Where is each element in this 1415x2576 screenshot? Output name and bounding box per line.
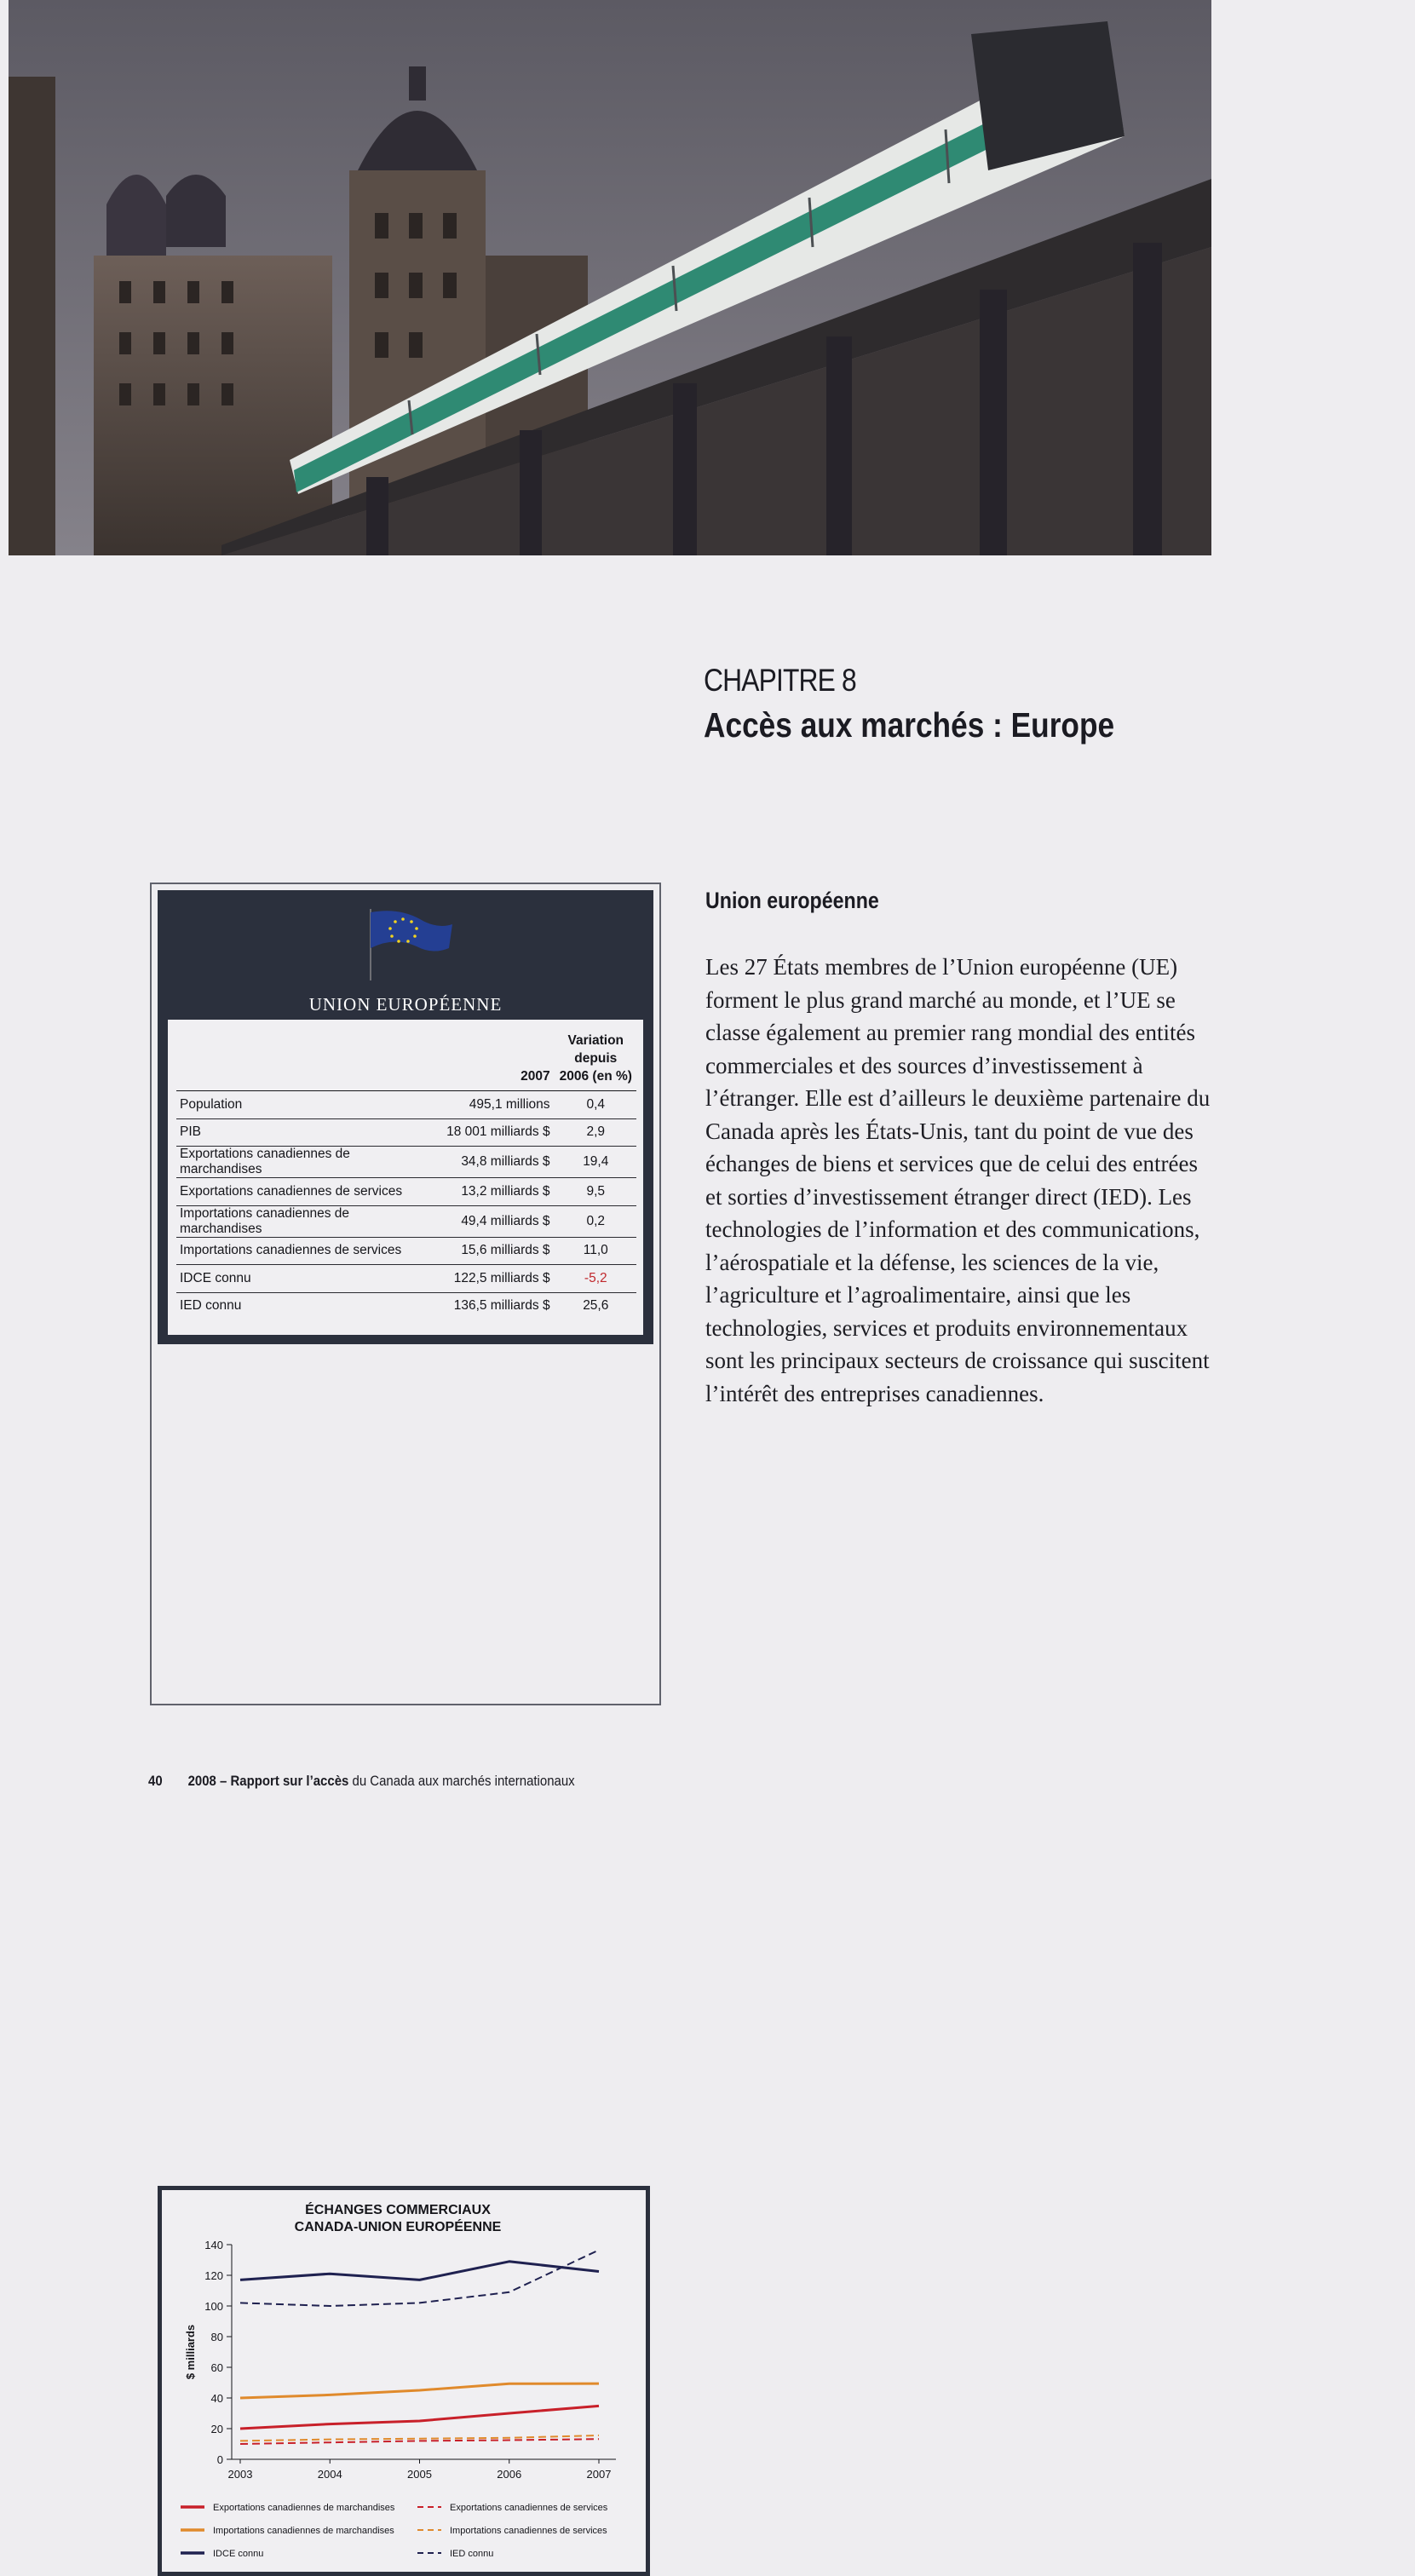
- chart-legend-label: Exportations canadiennes de services: [450, 2503, 608, 2513]
- chart-x-tick-label: 2005: [407, 2468, 432, 2481]
- stats-row-label: Exportations canadiennes de marchandises: [176, 1147, 426, 1178]
- chart-x-tick-label: 2006: [497, 2468, 522, 2481]
- chart-y-tick-label: 20: [210, 2423, 223, 2435]
- stats-row-change: 2,9: [555, 1118, 636, 1147]
- chart-legend-label: IED connu: [450, 2549, 494, 2559]
- stats-row-change: 25,6: [555, 1292, 636, 1320]
- stats-row-change: 19,4: [555, 1147, 636, 1178]
- stats-row-label: Exportations canadiennes de services: [176, 1178, 426, 1206]
- eu-stats-panel: [158, 890, 653, 1344]
- stats-row-change: 11,0: [555, 1237, 636, 1265]
- chart-series-line: [240, 2262, 599, 2280]
- sidebar-title: UNION EUROPÉENNE: [308, 994, 503, 1015]
- eu-flag-icon: [360, 906, 463, 982]
- stats-header-label: [176, 1032, 426, 1091]
- chapter-title: Accès aux marchés : Europe: [704, 705, 1115, 745]
- chart-y-axis-label: $ milliards: [184, 2324, 197, 2380]
- chart-legend-label: IDCE connu: [213, 2549, 264, 2559]
- chart-y-tick-label: 0: [216, 2453, 223, 2466]
- stats-header-variation-line1: Variation depuis: [567, 1033, 624, 1066]
- stats-row-label: Importations canadiennes de services: [176, 1237, 426, 1265]
- stats-row-change: 0,4: [555, 1091, 636, 1119]
- stats-row-value: 15,6 milliards $: [426, 1237, 555, 1265]
- section-heading: Union européenne: [705, 888, 879, 913]
- stats-row-value: 136,5 milliards $: [426, 1292, 555, 1320]
- stats-header-2007: 2007: [521, 1069, 550, 1084]
- stats-row-label: Population: [176, 1091, 426, 1119]
- chart-y-tick-label: 140: [204, 2239, 223, 2251]
- chart-legend-label: Importations canadiennes de services: [450, 2526, 607, 2536]
- photo-metro-paris: [9, 0, 1211, 555]
- table-row: [176, 1118, 636, 1147]
- chart-legend-label: Exportations canadiennes de marchandises: [213, 2503, 395, 2513]
- table-row: [176, 1237, 636, 1265]
- stats-row-value: 122,5 milliards $: [426, 1265, 555, 1293]
- table-row: [176, 1205, 636, 1237]
- chart-title-line1: ÉCHANGES COMMERCIAUX: [305, 2203, 491, 2217]
- table-row: [176, 1178, 636, 1206]
- page-number: 40: [148, 1773, 163, 1789]
- chapter-label: CHAPITRE 8: [704, 663, 856, 698]
- chart-y-tick-label: 100: [204, 2300, 223, 2313]
- body-paragraph: Les 27 États membres de l’Union européenne (UE) forment le plus grand marché au monde, et l’UE se classe également au premier rang mondial des entités commerciales et des sources d’investissement à l’étranger. Elle est d’ailleurs le deuxième partenaire du Canada après les États-Unis, tant du point de vue des échanges de biens et services que de celui des entrées et sorties d’investissement étranger direct (IED). Les technologies de l’information et des communications, l’aérospatiale et la défense, les sciences de la vie, l’agriculture et l’agroalimentaire, ainsi que les technologies, services et produits environnementaux sont les principaux secteurs de croissance qui suscitent l’intérêt des entreprises canadiennes.: [705, 954, 1211, 1406]
- stats-row-value: 13,2 milliards $: [426, 1178, 555, 1206]
- footer-report-subtitle: du Canada aux marchés internationaux: [348, 1773, 575, 1789]
- table-row: [176, 1091, 636, 1119]
- stats-row-label: PIB: [176, 1118, 426, 1147]
- chart-y-tick-label: 60: [210, 2361, 223, 2374]
- chart-series-line: [240, 2383, 599, 2398]
- chart-x-tick-label: 2003: [227, 2468, 253, 2481]
- stats-row-label: Importations canadiennes de marchandises: [176, 1205, 426, 1237]
- chart-legend-label: Importations canadiennes de marchandises: [213, 2526, 394, 2536]
- stats-row-change: 0,2: [555, 1205, 636, 1237]
- stats-header-variation: [555, 1032, 636, 1091]
- chart-series-line: [240, 2406, 599, 2429]
- stats-row-label: IED connu: [176, 1292, 426, 1320]
- stats-row-value: 495,1 millions: [426, 1091, 555, 1119]
- stats-row-change: 9,5: [555, 1178, 636, 1206]
- footer-report-title: 2008 – Rapport sur l’accès: [187, 1773, 349, 1789]
- stats-row-label: IDCE connu: [176, 1265, 426, 1293]
- chart-y-tick-label: 120: [204, 2269, 223, 2282]
- stats-header-variation-line2: 2006 (en %): [559, 1069, 632, 1084]
- page-footer: [148, 1773, 575, 1790]
- table-row: [176, 1292, 636, 1320]
- chart-x-tick-label: 2007: [586, 2468, 612, 2481]
- stats-row-value: 49,4 milliards $: [426, 1205, 555, 1237]
- stats-row-value: 18 001 milliards $: [426, 1118, 555, 1147]
- chart-title-line2: CANADA-UNION EUROPÉENNE: [294, 2220, 502, 2234]
- trade-chart-svg: [162, 2190, 646, 2572]
- stats-row-value: 34,8 milliards $: [426, 1147, 555, 1178]
- stats-table-area: [168, 1020, 643, 1335]
- chart-x-tick-label: 2004: [317, 2468, 342, 2481]
- trade-chart: [158, 2186, 650, 2576]
- table-row: [176, 1265, 636, 1293]
- stats-row-change: -5,2: [555, 1265, 636, 1293]
- chart-y-tick-label: 40: [210, 2392, 223, 2405]
- chart-y-tick-label: 80: [210, 2331, 223, 2343]
- stats-table: [176, 1032, 636, 1320]
- stats-table-body: [176, 1091, 636, 1320]
- table-row: [176, 1147, 636, 1178]
- chart-series-line: [240, 2250, 599, 2306]
